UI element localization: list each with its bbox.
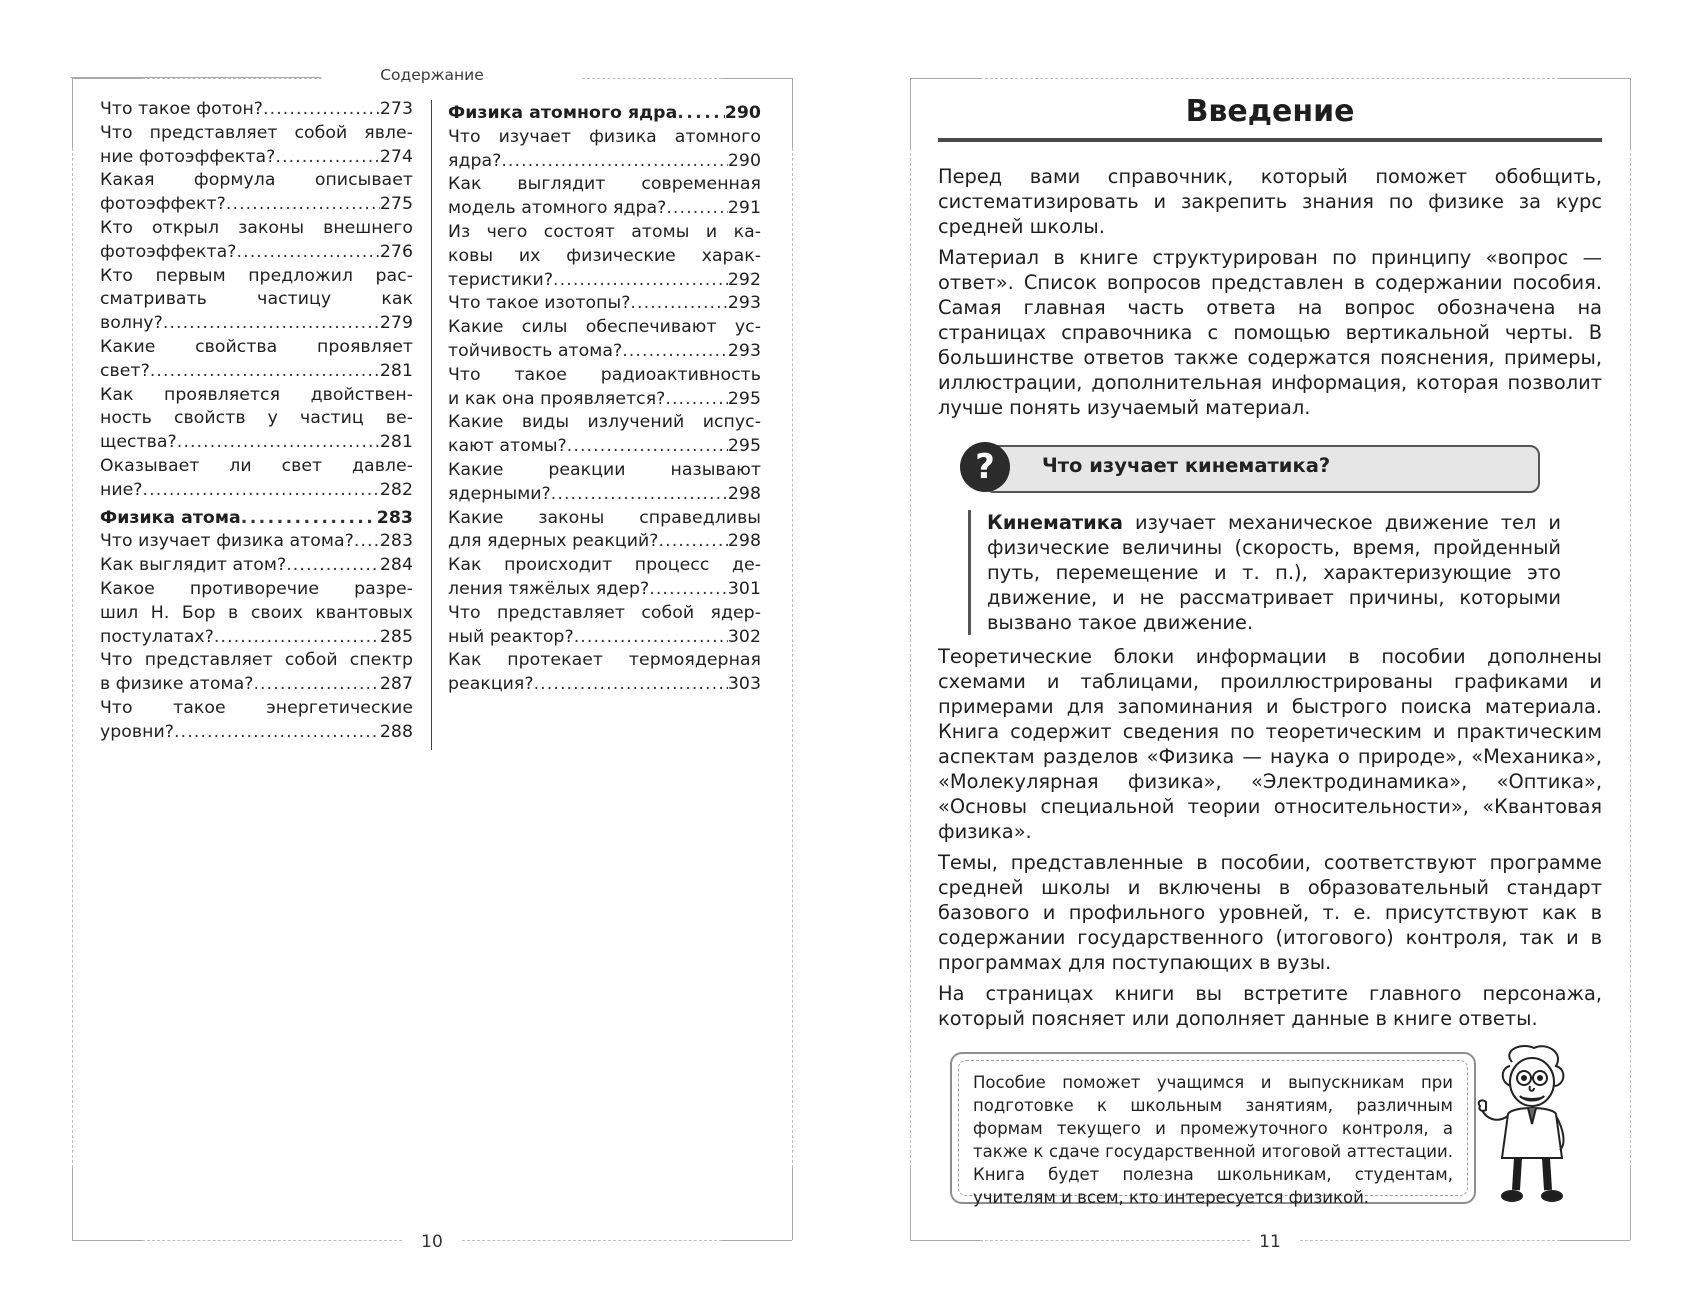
dot-leader <box>622 340 728 364</box>
toc-entry-line: Физика атомного ядра <box>448 103 678 123</box>
dot-leader <box>659 530 728 554</box>
toc-entry-line: кают атомы? <box>448 436 567 457</box>
toc-entry <box>448 316 761 364</box>
page-number <box>72 1232 792 1252</box>
toc-entry-line: ный реактор? <box>448 626 574 647</box>
toc-page-number: 302 <box>727 626 761 647</box>
toc-entry <box>448 173 761 221</box>
toc-entry-line: Как проявляется двойствен- <box>100 384 413 405</box>
toc-section-heading <box>448 102 761 126</box>
toc-page-number: 303 <box>727 674 761 695</box>
toc-entry-line: ность свойств у частиц ве- <box>100 408 413 429</box>
toc-page-number: 279 <box>379 313 413 334</box>
toc-entry <box>448 649 761 697</box>
page-title: Введение <box>1185 94 1355 129</box>
toc-entry-line: свет? <box>100 360 150 381</box>
toc-entry-row <box>100 98 413 122</box>
page-number <box>910 1232 1630 1252</box>
toc-entry-line: Что представляет собой явле- <box>100 122 413 143</box>
toc-entry-row <box>448 673 761 697</box>
toc-entry <box>448 364 761 412</box>
dot-leader <box>551 483 728 507</box>
toc-entry-line: постулатах? <box>100 626 214 647</box>
dot-leader <box>226 193 380 217</box>
toc-entry-row <box>100 241 413 265</box>
toc-page-number: 290 <box>727 150 761 171</box>
paragraph: Перед вами справочник, который поможет обобщить, систематизировать и закрепить знания по физике за курс средней школы. <box>938 165 1602 238</box>
toc-entry-line: Как выглядит современная <box>448 174 761 195</box>
toc-entry-line: Кто открыл законы внешнего <box>100 217 413 238</box>
dot-leader <box>275 146 379 170</box>
intro-text <box>938 164 1602 426</box>
toc-entry-line: теристики? <box>448 269 554 290</box>
toc-entry-line: сматривать частицу как <box>100 289 413 310</box>
toc-entry <box>448 554 761 602</box>
toc-section-heading <box>100 507 413 531</box>
paragraph: На страницах книги вы встретите главного персонажа, который поясняет или дополняет данные в книге ответы. <box>938 982 1602 1030</box>
toc-entry-line: Как выглядит атом? <box>100 555 287 576</box>
toc-entry-line: модель атомного ядра? <box>448 198 667 219</box>
toc-entry-line: Какие виды излучений испус- <box>448 412 761 433</box>
dot-leader <box>150 360 380 384</box>
dot-leader <box>214 626 380 650</box>
toc-page-number: 283 <box>379 531 413 552</box>
toc-entry <box>100 554 413 578</box>
answer-text: изучает механическое движение тел и физические величины (скорость, время, пройденный путь, перемещение и т. п.), характеризующие это движение, и не рассматривает причины, которыми вызвано такое движение. <box>987 511 1561 634</box>
dot-leader <box>665 388 727 412</box>
toc-entry-line: Кто первым предложил рас- <box>100 265 413 286</box>
toc-page-number: 273 <box>379 99 413 119</box>
toc-entry-line: фотоэффект? <box>100 194 226 215</box>
note-box <box>950 1052 1476 1207</box>
toc-entry <box>100 336 413 384</box>
toc-entry-row <box>448 269 761 293</box>
toc-entry-row <box>100 360 413 384</box>
toc-entry-row <box>448 578 761 602</box>
toc-page-number: 282 <box>379 479 413 500</box>
toc-page-number: 292 <box>727 269 761 290</box>
toc-page-number: 288 <box>379 721 413 742</box>
toc-entry <box>100 98 413 122</box>
toc-entry-line: Какая формула описывает <box>100 170 413 191</box>
toc-entry <box>100 455 413 503</box>
toc-entry-line: ние фотоэффекта? <box>100 146 276 167</box>
toc-page-number: 287 <box>379 674 413 695</box>
toc-entry-row <box>100 193 413 217</box>
toc-left-column <box>100 98 413 745</box>
toc-right-column <box>448 98 761 697</box>
dot-leader <box>354 530 380 554</box>
toc-entry-line: Что такое энергетические <box>100 697 413 718</box>
left-page <box>72 66 792 1252</box>
toc-entry-row <box>100 146 413 170</box>
toc-entry-line: Что такое изотопы? <box>448 293 631 314</box>
toc-entry <box>448 459 761 507</box>
toc-entry-line: Что изучает физика атома? <box>100 531 354 552</box>
toc-entry <box>100 649 413 697</box>
toc-entry-row <box>448 102 761 126</box>
toc-entry-row <box>448 435 761 459</box>
toc-entry <box>448 126 761 174</box>
toc-entry <box>100 169 413 217</box>
paragraph: Материал в книге структурирован по принципу «вопрос — ответ». Список вопросов представлен в содержании пособия. Самая главная часть ответа на вопрос обозначена на страницах справочника с помощью вертикальной черты. В большинстве ответов также содержатся пояснения, примеры, иллюстрации, дополнительная информация, которая позволит лучше понять изучаемый материал. <box>938 246 1602 419</box>
toc-page-number: 293 <box>727 340 761 361</box>
toc-entry-line: фотоэффекта? <box>100 241 237 262</box>
page-number-text: 11 <box>1245 1232 1295 1252</box>
toc-entry-line: в физике атома? <box>100 674 254 695</box>
main-text <box>938 644 1602 1037</box>
toc-entry-line: ления тяжёлых ядер? <box>448 578 650 599</box>
toc-entry-row <box>100 530 413 554</box>
toc-page-number: 276 <box>379 241 413 262</box>
toc-entry-line: и как она проявляется? <box>448 388 666 409</box>
toc-entry-line: Какие реакции называют <box>448 459 761 480</box>
toc-entry-line: волну? <box>100 313 163 334</box>
toc-entry-line: Какие законы справедливы <box>448 507 761 528</box>
toc-entry-line: Как происходит процесс де- <box>448 555 761 576</box>
dot-leader <box>501 150 728 174</box>
toc-entry <box>100 217 413 265</box>
toc-entry <box>448 221 761 292</box>
answer-block <box>968 510 1561 635</box>
toc-entry-row <box>100 626 413 650</box>
page-number-text: 10 <box>407 1232 457 1252</box>
dot-leader <box>163 312 380 336</box>
answer-term: Кинематика <box>987 511 1123 534</box>
toc-entry-row <box>100 431 413 455</box>
toc-entry-line: Как протекает термоядерная <box>448 650 761 671</box>
toc-page-number: 281 <box>379 432 413 453</box>
toc-entry-row <box>448 626 761 650</box>
toc-page-number: 281 <box>379 360 413 381</box>
toc-entry-line: Что представляет собой ядер- <box>448 602 761 623</box>
dot-leader <box>649 578 728 602</box>
toc-entry <box>448 411 761 459</box>
toc-entry-line: Из чего состоят атомы и ка- <box>448 221 761 242</box>
toc-page-number: 295 <box>727 388 761 409</box>
toc-page-number: 291 <box>727 198 761 219</box>
toc-entry <box>100 530 413 554</box>
dot-leader <box>567 435 728 459</box>
scientist-mascot-icon <box>1472 1040 1584 1212</box>
dot-leader <box>553 269 728 293</box>
toc-entry-row <box>448 530 761 554</box>
dot-leader <box>143 479 380 503</box>
toc-entry <box>448 292 761 316</box>
toc-page-number: 295 <box>727 436 761 457</box>
toc-page-number: 298 <box>727 531 761 552</box>
toc-entry-line: Какие силы обеспечивают ус- <box>448 317 761 338</box>
toc-entry-line: реакция? <box>448 674 534 695</box>
title-underline <box>938 138 1602 142</box>
toc-entry-line: уровни? <box>100 721 175 742</box>
paragraph: Темы, представленные в пособии, соответствуют программе средней школы и включены в образовательный стандарт базового и профильного уровней, т. е. присутствуют как в содержании государственного (итогового) контроля, так и в программах для поступающих в вузы. <box>938 851 1602 974</box>
page-header <box>72 66 792 84</box>
toc-entry-line: Какое противоречие разре- <box>100 578 413 599</box>
toc-entry-row <box>448 388 761 412</box>
dot-leader <box>574 626 728 650</box>
toc-entry-row <box>448 292 761 316</box>
toc-page-number: 293 <box>727 293 761 314</box>
toc-page-number: 275 <box>379 194 413 215</box>
toc-entry-row <box>100 312 413 336</box>
toc-entry-line: Что представляет собой спектр <box>100 650 413 671</box>
toc-page-number: 285 <box>379 626 413 647</box>
dot-leader <box>666 197 728 221</box>
toc-entry-line: ядерными? <box>448 483 551 504</box>
dot-leader <box>174 721 380 745</box>
toc-entry-row <box>100 479 413 503</box>
dot-leader <box>263 98 380 122</box>
note-text: Пособие поможет учащимся и выпускникам при подготовке к школьным занятиям, различным формам текущего и промежуточного контроля, а также к сдаче государственной итоговой аттестации. Книга будет полезна школьникам, студентам, учителям и всем, кто интересуется физикой. <box>958 1060 1468 1196</box>
question-text: Что изучает кинематика? <box>1042 454 1331 477</box>
toc-entry-line: тойчивость атома? <box>448 340 623 361</box>
toc-page-number: 283 <box>376 507 413 528</box>
dot-leader <box>286 554 380 578</box>
toc-entry-row <box>448 197 761 221</box>
toc-entry-line: ние? <box>100 479 143 500</box>
toc-entry <box>100 578 413 649</box>
toc-entry-row <box>100 507 413 531</box>
toc-entry-row <box>100 721 413 745</box>
dot-leader <box>237 241 380 265</box>
toc-entry-row <box>448 483 761 507</box>
column-divider <box>431 100 432 750</box>
dot-leader <box>177 431 380 455</box>
toc-entry-row <box>100 673 413 697</box>
toc-entry-line: для ядерных реакций? <box>448 531 659 552</box>
toc-entry-line: шил Н. Бор в своих квантовых <box>100 602 413 623</box>
dot-leader <box>253 673 379 697</box>
toc-entry-line: Оказывает ли свет давле- <box>100 455 413 476</box>
toc-page-number: 301 <box>727 578 761 599</box>
answer-paragraph <box>987 510 1561 635</box>
toc-entry-line: Что такое радиоактивность <box>448 364 761 385</box>
toc-entry-row <box>448 340 761 364</box>
toc-entry <box>100 384 413 455</box>
toc-entry <box>448 602 761 650</box>
toc-entry-line: Физика атома <box>100 507 241 528</box>
dot-leader <box>241 507 377 531</box>
toc-entry-line: щества? <box>100 432 177 453</box>
header-text: Содержание <box>368 66 496 84</box>
paragraph: Теоретические блоки информации в пособии дополнены схемами и таблицами, проиллюстрированы графиками и примерами для запоминания и быстрого поиска материала. Книга содержит сведения по теоретическим и практическим аспектам разделов «Физика — наука о природе», «Механика», «Молекулярная физика», «Электродинамика», «Оптика», «Основы специальной теории относительности», «Квантовая физика». <box>938 645 1602 843</box>
question-bar <box>960 442 1540 490</box>
toc-entry-line: Что изучает физика атомного <box>448 126 761 147</box>
toc-entry-line: ядра? <box>448 150 502 171</box>
toc-page-number: 298 <box>727 483 761 504</box>
dot-leader <box>630 292 727 316</box>
toc-entry-line: Какие свойства проявляет <box>100 336 413 357</box>
toc-page-number: 274 <box>379 146 413 167</box>
toc-entry-line: ковы их физические харак- <box>448 245 761 266</box>
dot-leader <box>534 673 728 697</box>
right-page <box>910 78 1630 1252</box>
toc-entry <box>100 122 413 170</box>
toc-entry-row <box>448 150 761 174</box>
dot-leader <box>677 102 724 126</box>
question-mark-icon: ? <box>960 442 1010 492</box>
toc-page-number: 284 <box>379 555 413 576</box>
toc-entry <box>100 265 413 336</box>
toc-page-number: 290 <box>724 103 761 123</box>
toc-entry <box>448 507 761 555</box>
toc-entry-line: Что такое фотон? <box>100 99 264 119</box>
toc-entry-row <box>100 554 413 578</box>
toc-entry <box>100 697 413 745</box>
